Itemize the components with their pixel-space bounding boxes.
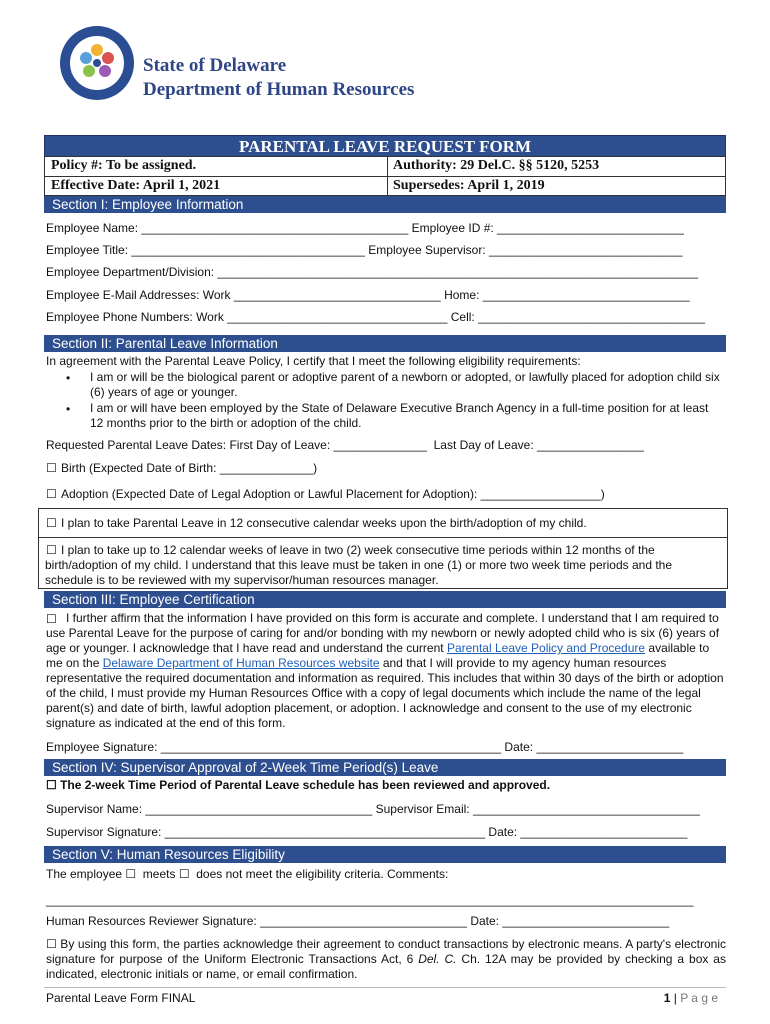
page-word: P a g e bbox=[680, 991, 718, 1005]
supervisor-name-field[interactable]: Supervisor Name: __________________________________ Supervisor Email: __________________________________ bbox=[46, 802, 700, 816]
employee-title-field[interactable]: Employee Title: ___________________________________ Employee Supervisor: _____________________________ bbox=[46, 243, 683, 257]
policy-number: Policy #: To be assigned. bbox=[51, 158, 197, 173]
eligibility-bullet-2: I am or will have been employed by the State of Delaware Executive Branch Agency in a full-time position for at least 12 months prior to the birth or adoption of the child. bbox=[90, 401, 709, 430]
section-2-header: Section II: Parental Leave Information bbox=[44, 335, 726, 352]
eligibility-bullet-1: I am or will be the biological parent or adoptive parent of a newborn or adopted, or lawfully placed for adoption child six (6) years of age or younger. bbox=[90, 370, 720, 399]
effective-date: Effective Date: April 1, 2021 bbox=[51, 178, 221, 193]
bullet-icon: • bbox=[66, 371, 71, 385]
page-number: 1 bbox=[663, 991, 671, 1005]
option-1-checkbox[interactable]: ☐ bbox=[46, 516, 57, 530]
employee-department-field[interactable]: Employee Department/Division: ________________________________________________________________________ bbox=[46, 265, 698, 279]
certification-checkbox[interactable]: ☐ bbox=[46, 612, 57, 626]
section-1-header: Section I: Employee Information bbox=[44, 196, 726, 213]
department-name: Department of Human Resources bbox=[143, 79, 415, 100]
eligibility-criteria-field[interactable]: The employee ☐ meets ☐ does not meet the eligibility criteria. Comments: bbox=[46, 867, 449, 881]
option-periods-box[interactable] bbox=[38, 537, 728, 589]
department-seal-logo bbox=[58, 24, 136, 102]
comments-field[interactable]: _________________________________________________________________________________________________ bbox=[46, 893, 694, 907]
eligibility-intro: In agreement with the Parental Leave Policy, I certify that I meet the following eligibility requirements: bbox=[46, 354, 581, 368]
dhr-website-link[interactable]: Delaware Department of Human Resources website bbox=[102, 656, 380, 670]
parental-leave-policy-link[interactable]: Parental Leave Policy and Procedure bbox=[446, 641, 646, 655]
employee-signature-field[interactable]: Employee Signature: ___________________________________________________ Date: ______________________ bbox=[46, 740, 684, 754]
supersedes-date: Supersedes: April 1, 2019 bbox=[393, 178, 545, 193]
agency-header bbox=[143, 54, 414, 102]
certification-text bbox=[46, 611, 726, 731]
esign-text-a: ☐ By using this form, the parties acknowledge their agreement to conduct transactions by electronic means. A party's electronic signature for purpose of the Uniform Electronic Transactions Act, 6 bbox=[46, 937, 726, 966]
employee-email-field[interactable]: Employee E-Mail Addresses: Work _______________________________ Home: _______________________________ bbox=[46, 288, 690, 302]
footer-divider bbox=[44, 987, 726, 988]
section-3-header: Section III: Employee Certification bbox=[44, 591, 726, 608]
section-5-header: Section V: Human Resources Eligibility bbox=[44, 846, 726, 863]
option-1-label: I plan to take Parental Leave in 12 consecutive calendar weeks upon the birth/adoption of my child. bbox=[61, 516, 587, 530]
electronic-signature-note[interactable] bbox=[46, 937, 726, 982]
adoption-checkbox[interactable]: ☐ bbox=[46, 487, 57, 501]
option-2-checkbox[interactable]: ☐ bbox=[46, 543, 57, 557]
certification-text-part-3: and that I will provide to my agency human resources representative the required documentation and information as required. This includes that within 30 days of the birth or adoption of the child, I must provide my Human Resources Office with a copy of legal documents which include the name of the legal parent(s) and date of birth, lawful adoption placement, or adoption. I acknowledge and consent to the use of my electronic signature as indicated at the end of this form. bbox=[46, 656, 724, 730]
birth-date-field[interactable]: Birth (Expected Date of Birth: ______________) bbox=[61, 461, 318, 475]
policy-meta-table bbox=[44, 156, 726, 196]
supervisor-approval-checkbox[interactable]: ☐ The 2-week Time Period of Parental Leave schedule has been reviewed and approved. bbox=[46, 778, 551, 792]
option-2-label: I plan to take up to 12 calendar weeks of leave in two (2) week consecutive time periods within 12 months of the birth/adoption of my child. I understand that this leave must be taken in one (1) or more two week time periods and the schedule is to be reviewed with my supervisor/human resources manager. bbox=[45, 543, 673, 587]
supervisor-signature-field[interactable]: Supervisor Signature: ________________________________________________ Date: _________________________ bbox=[46, 825, 688, 839]
employee-phone-field[interactable]: Employee Phone Numbers: Work _________________________________ Cell: __________________________________ bbox=[46, 310, 706, 324]
option-consecutive-box[interactable] bbox=[38, 508, 728, 538]
esign-citation: Del. C. bbox=[418, 952, 457, 966]
certification-text-part-1: I further affirm that the information I have provided on this form is accurate and complete. I understand that I am required to use Parental Leave for the purpose of caring for and/or bonding with my newborn or newly adopted child who is six (6) years of age or younger. I acknowledge that I have read and understand the current bbox=[46, 611, 720, 655]
table-divider bbox=[45, 176, 725, 177]
authority: Authority: 29 Del.C. §§ 5120, 5253 bbox=[393, 158, 600, 173]
leave-dates-field[interactable]: Requested Parental Leave Dates: First Day of Leave: ______________ Last Day of Leave: ________________ bbox=[46, 438, 644, 452]
esign-text-b: Ch. 12A may be provided by checking a box as indicated, electronic initials or name, or email confirmation. bbox=[46, 952, 726, 981]
bullet-icon: • bbox=[66, 402, 71, 416]
adoption-date-field[interactable]: Adoption (Expected Date of Legal Adoption or Lawful Placement for Adoption): __________________) bbox=[61, 487, 605, 501]
footer-page-number bbox=[664, 991, 718, 1005]
form-title: PARENTAL LEAVE REQUEST FORM bbox=[44, 135, 726, 157]
hr-reviewer-signature-field[interactable]: Human Resources Reviewer Signature: _______________________________ Date: _________________________ bbox=[46, 914, 670, 928]
employee-name-field[interactable]: Employee Name: ________________________________________ Employee ID #: ____________________________ bbox=[46, 221, 684, 235]
birth-checkbox[interactable]: ☐ bbox=[46, 461, 57, 475]
footer-form-name: Parental Leave Form FINAL bbox=[46, 991, 196, 1005]
certification-text-part-2: available to me on the bbox=[46, 641, 710, 670]
state-name: State of Delaware bbox=[143, 55, 287, 76]
page-separator: | bbox=[670, 991, 681, 1005]
section-4-header: Section IV: Supervisor Approval of 2-Week Time Period(s) Leave bbox=[44, 759, 726, 776]
